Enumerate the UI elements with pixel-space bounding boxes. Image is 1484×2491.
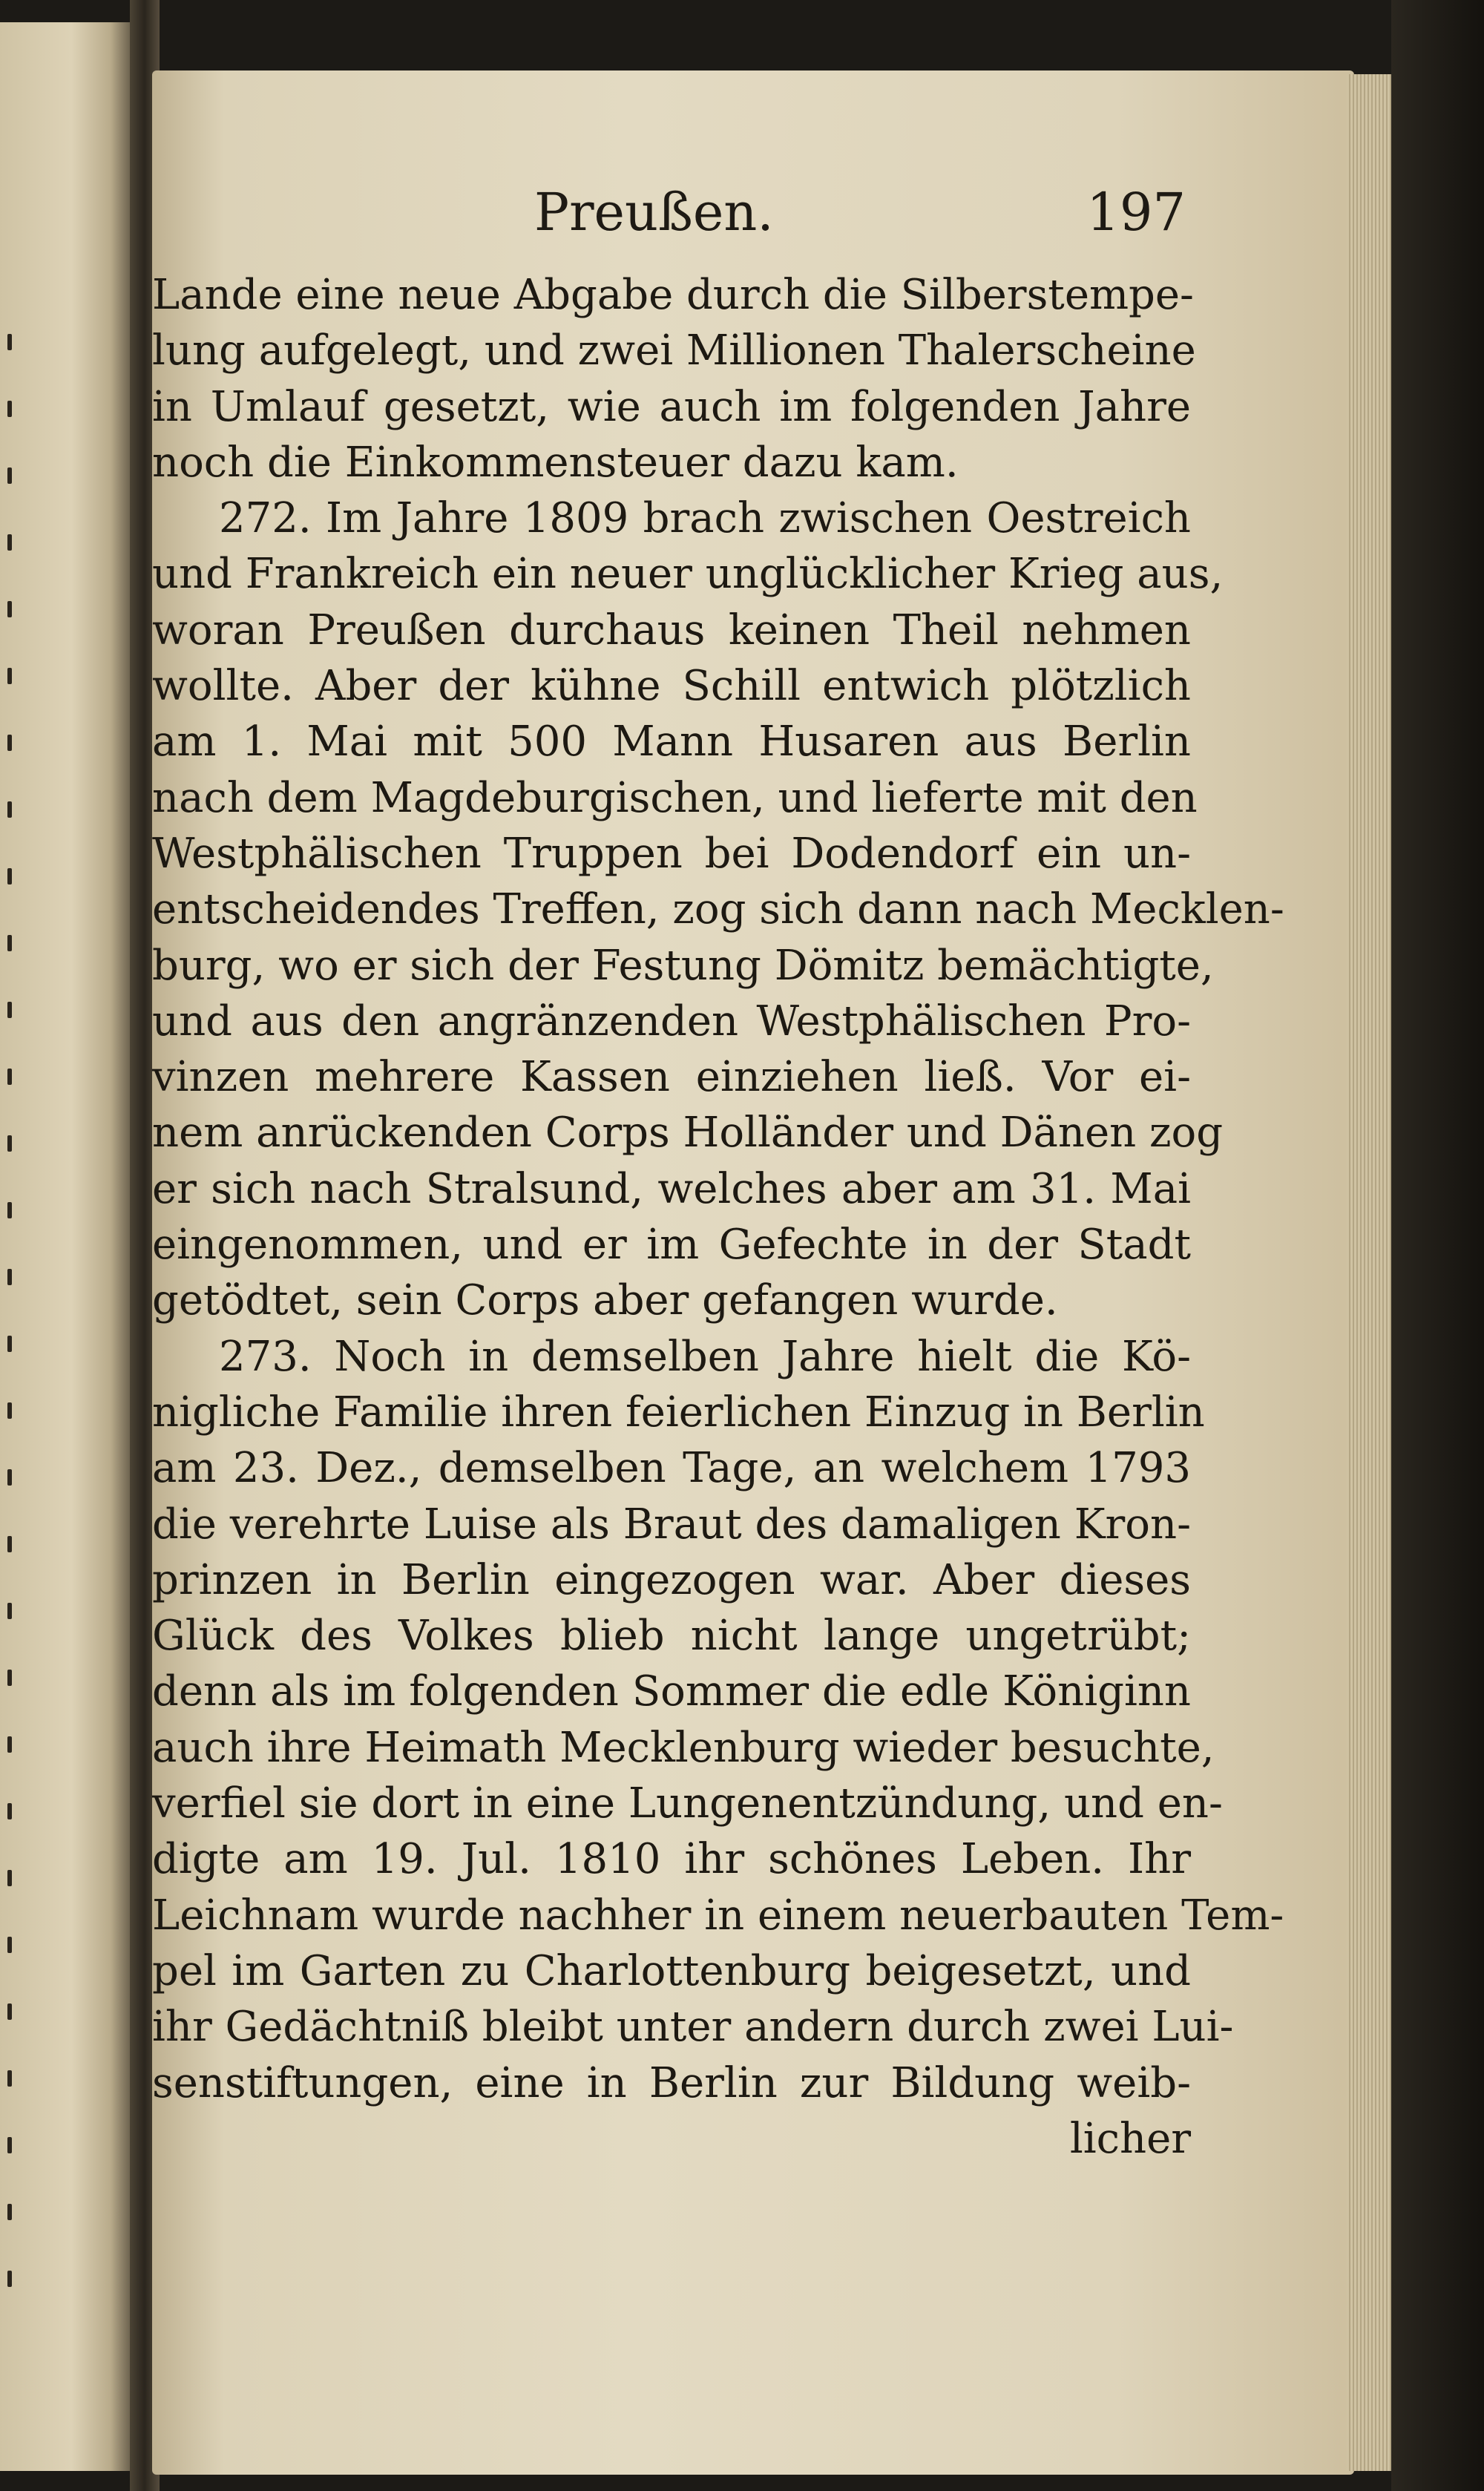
text-line: 273. Noch in demselben Jahre hielt die Kö- [219,1332,1191,1381]
text-line: er sich nach Stralsund, welches aber am 31. Mai [152,1164,1191,1213]
text-line: entscheidendes Treffen, zog sich dann nach Mecklen- [152,885,1284,934]
text-line: pel im Garten zu Charlottenburg beigesetzt, und [152,1946,1191,1995]
text-line: Glück des Volkes blieb nicht lange ungetrübt; [152,1612,1191,1661]
text-line: und aus den angränzenden Westphälischen Pro- [152,997,1191,1046]
text-line: woran Preußen durchaus keinen Theil nehmen [152,605,1191,654]
text-line: wollte. Aber der kühne Schill entwich plötzlich [152,662,1191,711]
left-page-text-fragments [7,334,37,2337]
text-line: 272. Im Jahre 1809 brach zwischen Oestreich [219,494,1191,543]
body-text [152,267,1284,2167]
text-line: digte am 19. Jul. 1810 ihr schönes Leben. Ihr [152,1835,1191,1884]
text-line: Leichnam wurde nachher in einem neuerbauten Tem- [152,1891,1284,1940]
background [1391,0,1484,2491]
text-line: die verehrte Luise als Braut des damaligen Kron- [152,1500,1191,1549]
text-line: auch ihre Heimath Mecklenburg wieder besuchte, [152,1723,1215,1772]
text-line: noch die Einkommensteuer dazu kam. [152,438,959,487]
text-line: senstiftungen, eine in Berlin zur Bildung weib- [152,2058,1191,2107]
text-line: Westphälischen Truppen bei Dodendorf ein un- [152,829,1191,878]
running-title: Preußen. [534,182,774,243]
text-line: prinzen in Berlin eingezogen war. Aber dieses [152,1555,1191,1604]
text-line: lung aufgelegt, und zwei Millionen Thalerscheine [152,326,1196,375]
text-line: in Umlauf gesetzt, wie auch im folgenden Jahre [152,382,1191,431]
text-line: getödtet, sein Corps aber gefangen wurde. [152,1276,1058,1325]
text-line: am 1. Mai mit 500 Mann Husaren aus Berlin [152,718,1191,767]
text-line: nach dem Magdeburgischen, und lieferte mit den [152,773,1198,822]
text-line: nem anrückenden Corps Holländer und Dänen zog [152,1109,1224,1158]
text-line: Lande eine neue Abgabe durch die Silberstempe- [152,271,1194,319]
text-line: nigliche Familie ihren feierlichen Einzug in Berlin [152,1388,1205,1437]
text-line: am 23. Dez., demselben Tage, an welchem 1793 [152,1444,1191,1493]
text-line: verfiel sie dort in eine Lungenentzündung, und en- [152,1779,1223,1828]
text-line: burg, wo er sich der Festung Dömitz bemächtigte, [152,941,1214,990]
page-header [152,182,1186,249]
catchword: licher [1069,2114,1191,2163]
text-line: ihr Gedächtniß bleibt unter andern durch zwei Lui- [152,2003,1234,2052]
text-line: eingenommen, und er im Gefechte in der Stadt [152,1221,1191,1270]
text-line: und Frankreich ein neuer unglücklicher Krieg aus, [152,550,1224,599]
text-line: vinzen mehrere Kassen einziehen ließ. Vor ei- [152,1053,1191,1102]
text-line: denn als im folgenden Sommer die edle Königinn [152,1667,1191,1716]
page-edges [1347,74,1391,2471]
left-page-edge [0,22,130,2471]
page-number: 197 [1086,182,1186,243]
